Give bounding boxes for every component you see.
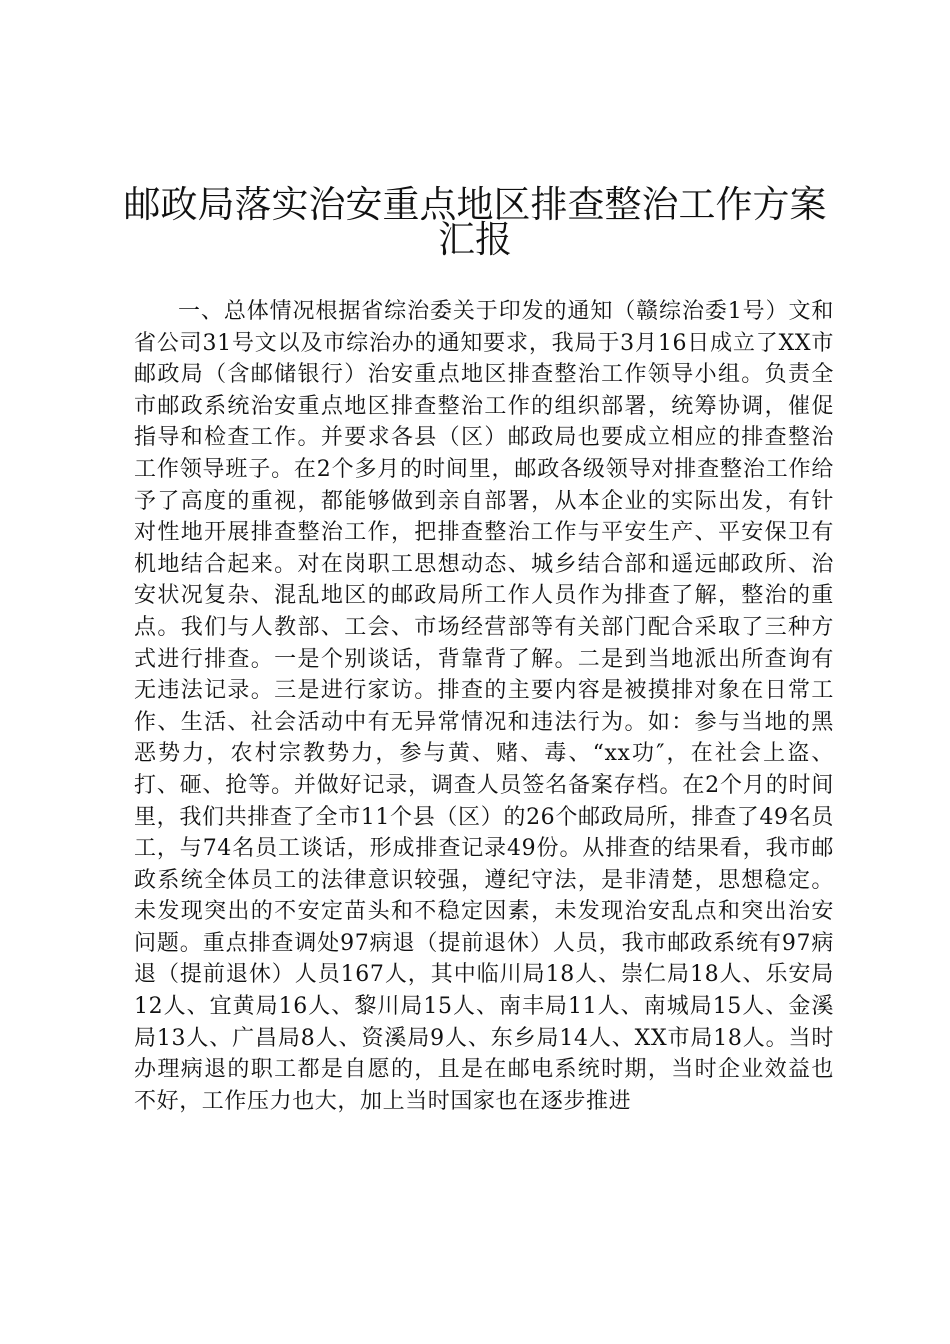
document-title-line-2: 汇报: [438, 218, 512, 261]
body-paragraph: 一、总体情况根据省综治委关于印发的通知（赣综治委1号）文和省公司31号文以及市综治办的通知要求，我局于3月16日成立了XX市邮政局（含邮储银行）治安重点地区排查整治工作领导小组。负责全市邮政系统治安重点地区排查整治工作的组织部署，统筹协调，催促指导和检查工作。并要求各县（区）邮政局也要成立相应的排查整治工作领导班子。在2个多月的时间里，邮政各级领导对排查整治工作给予了高度的重视，都能够做到亲自部署，从本企业的实际出发，有针对性地开展排查整治工作，把排查整治工作与平安生产、平安保卫有机地结合起来。对在岗职工思想动态、城乡结合部和遥远邮政所、治安状况复杂、混乱地区的邮政局所工作人员作为排查了解，整治的重点。我们与人教部、工会、市场经营部等有关部门配合采取了三种方式进行排查。一是个别谈话，背靠背了解。二是到当地派出所查询有无违法记录。三是进行家访。排查的主要内容是被摸排对象在日常工作、生活、社会活动中有无异常情况和违法行为。如：参与当地的黑恶势力，农村宗教势力，参与黄、赌、毒、“xx功″，在社会上盗、打、砸、抢等。并做好记录，调查人员签名备案存档。在2个月的时间里，我们共排查了全市11个县（区）的26个邮政局所，排查了49名员工，与74名员工谈话，形成排查记录49份。从排查的结果看，我市邮政系统全体员工的法律意识较强，遵纪守法，是非清楚，思想稳定。未发现突出的不安定苗头和不稳定因素，未发现治安乱点和突出治安问题。重点排查调处97病退（提前退休）人员，我市邮政系统有97病退（提前退休）人员167人，其中临川局18人、崇仁局18人、乐安局12人、宜黄局16人、黎川局15人、南丰局11人、南城局15人、金溪局13人、广昌局8人、资溪局9人、东乡局14人、XX市局18人。当时办理病退的职工都是自愿的，且是在邮电系统时期，当时企业效益也不好，工作压力也大，加上当时国家也在逐步推进: [134, 299, 834, 1114]
document-title-line-1: 邮政局落实治安重点地区排查整治工作方案: [123, 183, 827, 226]
